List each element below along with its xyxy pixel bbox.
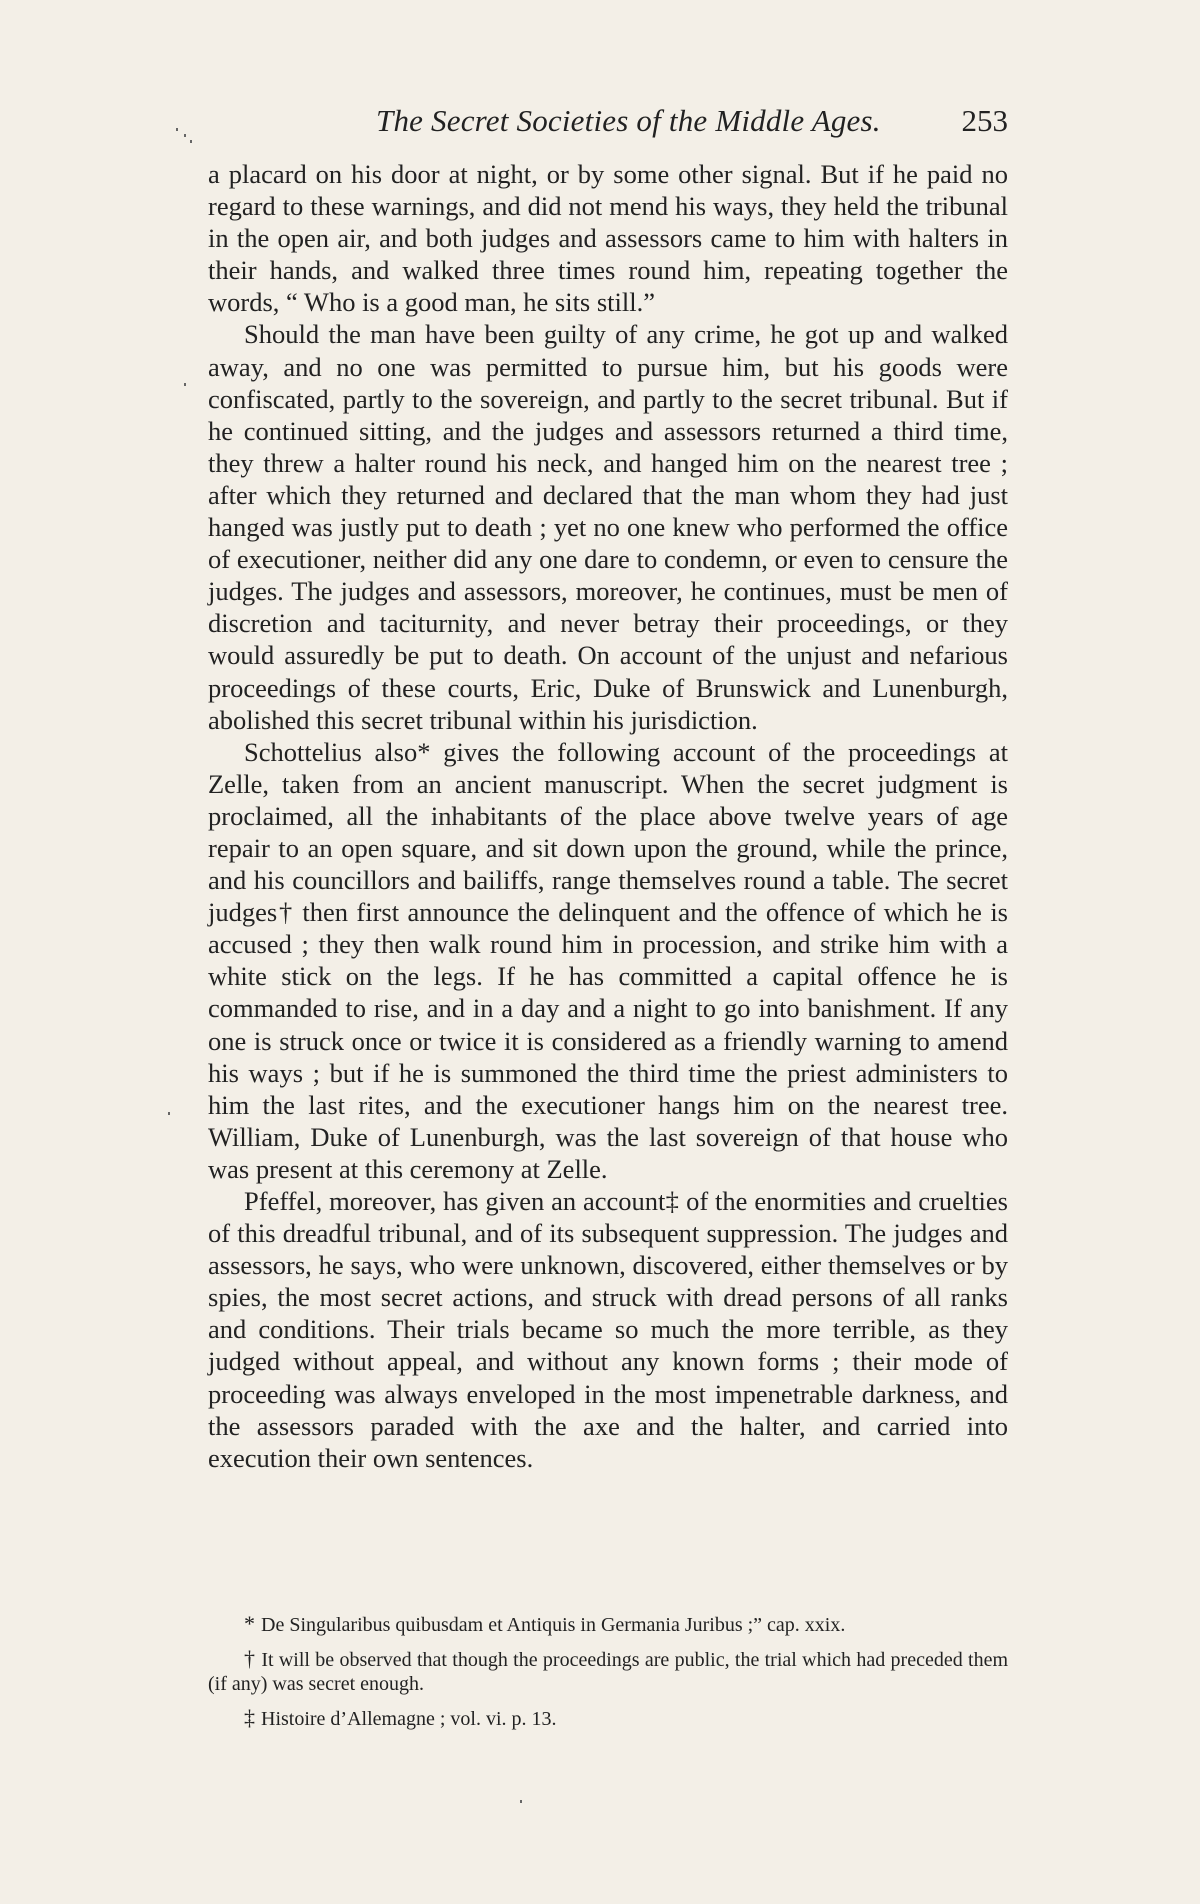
footnote-mark: ‡ — [244, 1705, 255, 1730]
print-speck — [176, 128, 178, 131]
print-speck — [520, 1800, 522, 1803]
running-header — [208, 103, 1008, 143]
footnote-text: Histoire d’Allemagne ; vol. vi. p. 13. — [261, 1708, 557, 1730]
paragraph: Pfeffel, moreover, has given an account‡ of the enormities and cruelties of this dreadful tribunal, and of its subsequent suppression. The judges and assessors, he says, who were unknown, discovered, either themselves or by spies, the most secret actions, and struck with dread persons of all ranks and conditions. Their trials became so much the more terrible, as they judged without appeal, and without any known forms ; their mode of proceeding was always enveloped in the most impenetrable darkness, and the assessors paraded with the axe and the halter, and carried into execution their own sentences. — [208, 1186, 1008, 1473]
paragraph: a placard on his door at night, or by some other signal. But if he paid no regard to these warnings, and did not mend his ways, they held the tribunal in the open air, and both judges and assessors came to him with halters in their hands, and walked three times round him, repeating together the words, “ Who is a good man, he sits still.” — [208, 159, 1008, 318]
print-speck — [184, 134, 186, 137]
page-number: 253 — [961, 103, 1008, 138]
body-text — [208, 158, 1008, 1474]
footnote-text: De Singularibus quibusdam et Antiquis in Germania Juribus ;” cap. xxix. — [261, 1614, 846, 1636]
paragraph: Should the man have been guilty of any crime, he got up and walked away, and no one was permitted to pursue him, but his goods were confiscated, partly to the sovereign, and partly to the secret tribunal. But if he continued sitting, and the judges and assessors returned a third time, they threw a halter round his neck, and hanged him on the nearest tree ; after which they returned and declared that the man whom they had just hanged was justly put to death ; yet no one knew who performed the office of executioner, neither did any one dare to condemn, or even to censure the judges. The judges and assessors, moreover, he continues, must be men of discretion and taciturnity, and never betray their proceedings, or they would assuredly be put to death. On account of the unjust and nefarious proceedings of these courts, Eric, Duke of Brunswick and Lunenburgh, abolished this secret tribunal within his jurisdiction. — [208, 319, 1008, 735]
running-title: The Secret Societies of the Middle Ages. — [376, 103, 881, 138]
print-speck — [184, 383, 186, 386]
footnotes — [208, 1612, 1008, 1741]
footnote-mark: † — [244, 1646, 256, 1671]
footnote-mark: * — [244, 1611, 255, 1636]
print-speck — [190, 140, 192, 143]
footnote-text: It will be observed that though the proceedings are public, the trial which had preceded them (if any) was secret enough. — [208, 1649, 1009, 1695]
footnote — [208, 1647, 1008, 1696]
print-speck — [168, 1112, 170, 1115]
footnote — [208, 1612, 1008, 1637]
paragraph: Schottelius also* gives the following account of the proceedings at Zelle, taken from an ancient manuscript. When the secret judgment is proclaimed, all the inhabitants of the place above twelve years of age repair to an open square, and sit down upon the ground, while the prince, and his councillors and bailiffs, range themselves round a table. The secret judges† then first announce the delinquent and the offence of which he is accused ; they then walk round him in procession, and strike him with a white stick on the legs. If he has committed a capital offence he is commanded to rise, and in a day and a night to go into banishment. If any one is struck once or twice it is considered as a friendly warning to amend his ways ; but if he is summoned the third time the priest administers to him the last rites, and the executioner hangs him on the nearest tree. William, Duke of Lunenburgh, was the last sovereign of that house who was present at this ceremony at Zelle. — [208, 736, 1008, 1184]
footnote — [208, 1706, 1008, 1731]
